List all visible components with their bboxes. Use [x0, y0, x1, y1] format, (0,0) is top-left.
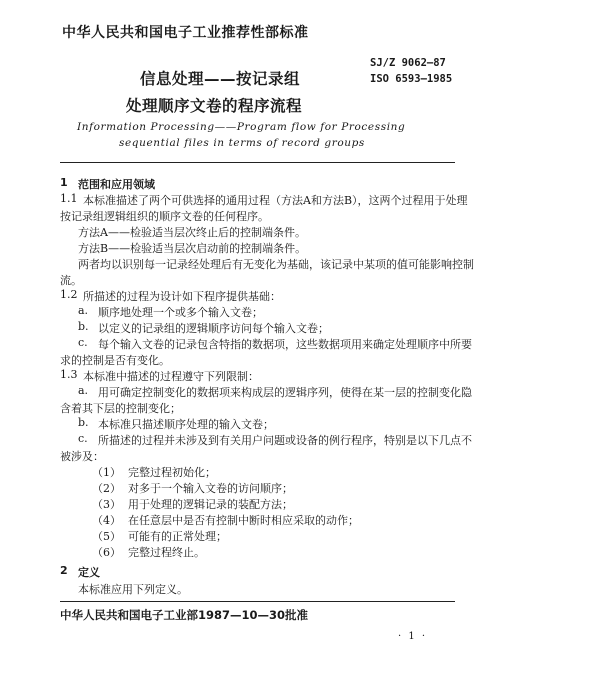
- clause-1-3-text: 本标准中描述的过程遵守下列限制：: [83, 370, 259, 383]
- list-item-text: 顺序地处理一个或多个输入文卷；: [98, 306, 263, 319]
- subitem-label: （6）: [92, 546, 121, 559]
- clause-1-2-number: 1.2: [60, 288, 78, 301]
- subitem-text: 可能有的正常处理；: [128, 530, 227, 543]
- footer-divider: [60, 601, 455, 602]
- subitem-label: （3）: [92, 498, 121, 511]
- list-item-label: c.: [78, 432, 88, 445]
- section-1-heading: 范围和应用领域: [78, 178, 155, 191]
- title-line-2: 处理顺序文卷的程序流程: [126, 97, 303, 115]
- subitem-text: 对多于一个输入文卷的访问顺序；: [128, 482, 293, 495]
- subitem-text: 用于处理的逻辑记录的装配方法；: [128, 498, 293, 511]
- subitem-text: 完整过程终止。: [128, 546, 205, 559]
- list-item-text: 以定义的记录组的逻辑顺序访问每个输入文卷；: [98, 322, 329, 335]
- list-item-label: a.: [78, 384, 89, 397]
- header-divider: [60, 162, 455, 163]
- section-2-heading: 定义: [78, 566, 100, 579]
- subitem-label: （2）: [92, 482, 121, 495]
- clause-1-3-number: 1.3: [60, 368, 78, 381]
- standard-number-sj: SJ/Z 9062—87: [370, 57, 446, 69]
- english-title-line-2: sequential files in terms of record groups: [119, 137, 365, 149]
- list-item-label: b.: [78, 416, 89, 429]
- subitem-text: 在任意层中是否有控制中断时相应采取的动作；: [128, 514, 359, 527]
- method-b-text: 方法B——检验适当层次启动前的控制端条件。: [78, 242, 307, 255]
- clause-1-1-number: 1.1: [60, 192, 78, 205]
- list-item-label: a.: [78, 304, 89, 317]
- approval-line: 中华人民共和国电子工业部1987—10—30批准: [60, 608, 309, 622]
- list-item-text: 用可确定控制变化的数据项来构成层的逻辑序列，使得在某一层的控制变化隐: [98, 386, 472, 399]
- subitem-text: 完整过程初始化；: [128, 466, 216, 479]
- subitem-label: （1）: [92, 466, 121, 479]
- both-methods-text: 两者均以识别每一记录经处理后有无变化为基础，该记录中某项的值可能影响控制: [78, 258, 474, 271]
- section-2-text: 本标准应用下列定义。: [78, 583, 188, 596]
- list-item-text: 所描述的过程并未涉及到有关用户问题或设备的例行程序，特别是以下几点不: [98, 434, 472, 447]
- section-2-number: 2: [60, 564, 68, 577]
- title-line-1: 信息处理——按记录组: [140, 70, 301, 88]
- method-a-text: 方法A——检验适当层次终止后的控制端条件。: [78, 226, 306, 239]
- list-item-label: b.: [78, 320, 89, 333]
- list-item-text: 本标准只描述顺序处理的输入文卷；: [98, 418, 274, 431]
- standard-number-iso: ISO 6593—1985: [370, 73, 453, 85]
- page-number: · 1 ·: [398, 631, 428, 642]
- list-item-text: 每个输入文卷的记录包含特指的数据项，这些数据项用来确定处理顺序中所要: [98, 338, 472, 351]
- clause-1-1-text: 本标准描述了两个可供选择的通用过程（方法A和方法B），这两个过程用于处理: [83, 194, 468, 207]
- subitem-label: （4）: [92, 514, 121, 527]
- subitem-label: （5）: [92, 530, 121, 543]
- clause-1-1-continuation: 按记录组逻辑组织的顺序文卷的任何程序。: [60, 210, 269, 223]
- list-item-continuation: 求的控制是否有变化。: [60, 354, 170, 367]
- list-item-continuation: 被涉及：: [60, 450, 104, 463]
- list-item-continuation: 含着其下层的控制变化；: [60, 402, 181, 415]
- clause-1-2-text: 所描述的过程为设计如下程序提供基础：: [83, 290, 281, 303]
- list-item-label: c.: [78, 336, 88, 349]
- issuing-organization: 中华人民共和国电子工业推荐性部标准: [62, 25, 309, 41]
- english-title-line-1: Information Processing——Program flow for Processing: [77, 121, 406, 133]
- section-1-number: 1: [60, 176, 68, 189]
- both-methods-continuation: 流。: [60, 274, 82, 287]
